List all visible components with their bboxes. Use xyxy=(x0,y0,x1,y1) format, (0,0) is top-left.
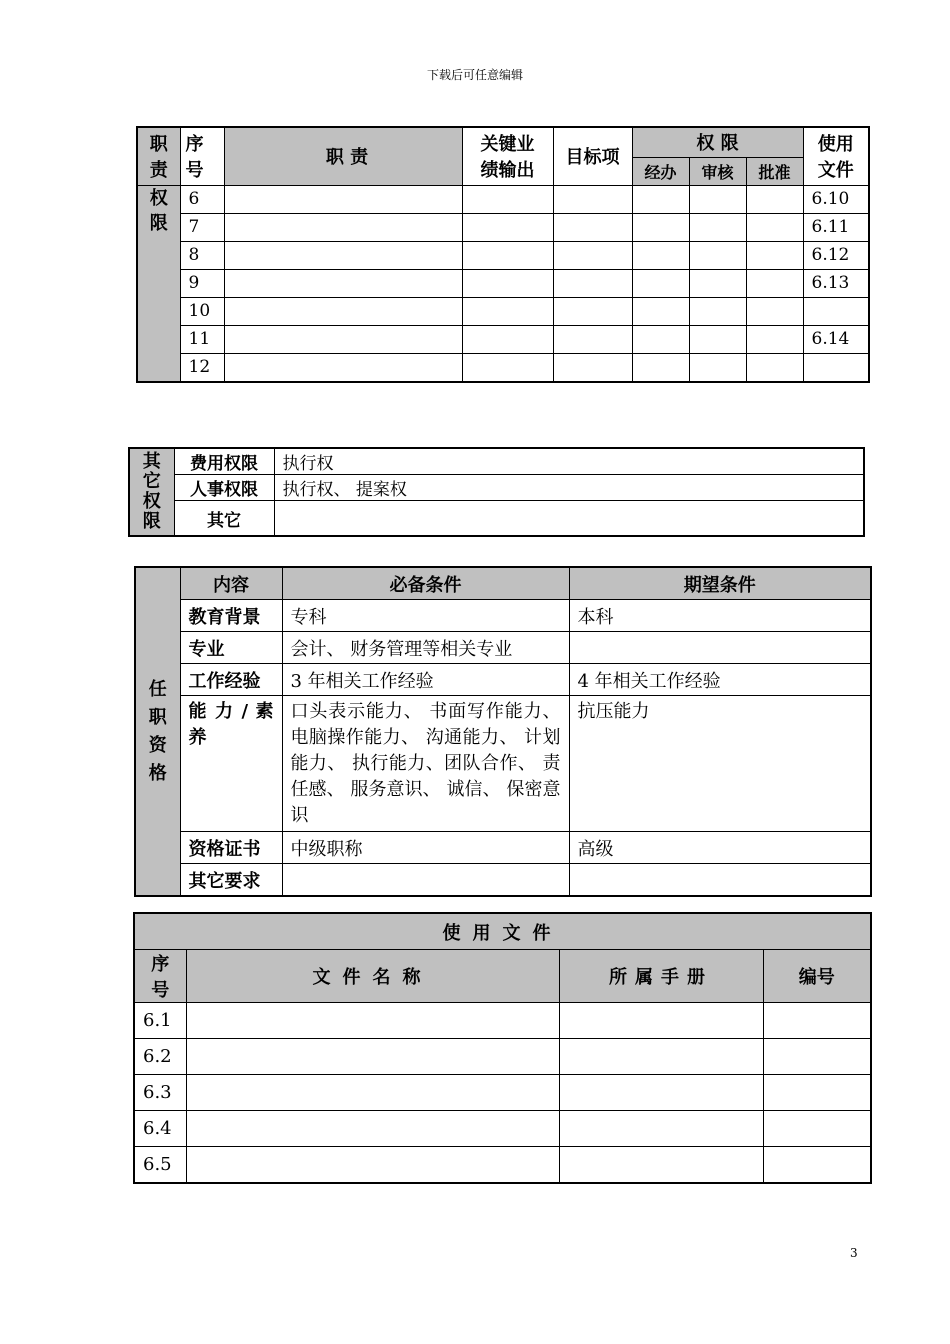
kpi-cell xyxy=(462,325,553,353)
doc-seq: 6.2 xyxy=(134,1039,186,1075)
other-auth-label: 人事权限 xyxy=(174,475,274,501)
doc-manual-header: 所属手册 xyxy=(559,950,763,1003)
row-seq: 8 xyxy=(180,241,224,269)
review-cell xyxy=(689,185,746,213)
other-auth-value: 执行权 xyxy=(274,448,864,475)
row-seq: 7 xyxy=(180,213,224,241)
qual-required xyxy=(282,864,569,897)
approve-cell xyxy=(746,241,803,269)
other-auth-value xyxy=(274,501,864,537)
review-cell xyxy=(689,269,746,297)
target-cell xyxy=(553,325,632,353)
doc-manual-cell xyxy=(559,1003,763,1039)
target-cell xyxy=(553,241,632,269)
other-authority-table xyxy=(128,447,865,537)
qual-desired: 4 年相关工作经验 xyxy=(569,664,871,696)
qual-desired: 抗压能力 xyxy=(569,696,871,832)
auth-approve-header: 批准 xyxy=(746,157,803,185)
qual-required: 会计、 财务管理等相关专业 xyxy=(282,632,569,664)
doc-manual-cell xyxy=(559,1147,763,1184)
row-seq: 10 xyxy=(180,297,224,325)
qual-desired: 高级 xyxy=(569,832,871,864)
approve-cell xyxy=(746,269,803,297)
handle-cell xyxy=(632,241,689,269)
kpi-header: 关键业绩输出 xyxy=(462,127,553,185)
review-cell xyxy=(689,241,746,269)
doc-code-header: 编号 xyxy=(763,950,871,1003)
doc-seq: 6.4 xyxy=(134,1111,186,1147)
row-doc: 6.10 xyxy=(803,185,869,213)
duty-cell xyxy=(224,185,462,213)
row-doc: 6.12 xyxy=(803,241,869,269)
category-header: 职责 xyxy=(137,127,180,185)
row-doc xyxy=(803,353,869,382)
qual-desired xyxy=(569,864,871,897)
handle-cell xyxy=(632,325,689,353)
approve-cell xyxy=(746,185,803,213)
doc-seq: 6.1 xyxy=(134,1003,186,1039)
qual-desired xyxy=(569,632,871,664)
doc-seq-header: 序号 xyxy=(134,950,186,1003)
doc-code-cell xyxy=(763,1147,871,1184)
doc-code-cell xyxy=(763,1111,871,1147)
handle-cell xyxy=(632,213,689,241)
approve-cell xyxy=(746,213,803,241)
doc-name-cell xyxy=(186,1039,559,1075)
doc-name-header: 文件名称 xyxy=(186,950,559,1003)
row-doc: 6.14 xyxy=(803,325,869,353)
target-cell xyxy=(553,185,632,213)
desired-header: 期望条件 xyxy=(569,567,871,600)
doc-manual-cell xyxy=(559,1039,763,1075)
other-auth-value: 执行权、 提案权 xyxy=(274,475,864,501)
qual-item: 专业 xyxy=(180,632,282,664)
doc-seq: 6.5 xyxy=(134,1147,186,1184)
review-cell xyxy=(689,213,746,241)
row-doc: 6.11 xyxy=(803,213,869,241)
docs-header: 使用文件 xyxy=(803,127,869,185)
kpi-cell xyxy=(462,241,553,269)
other-auth-label: 其它 xyxy=(174,501,274,537)
target-cell xyxy=(553,297,632,325)
target-header: 目标项 xyxy=(553,127,632,185)
row-doc: 6.13 xyxy=(803,269,869,297)
authority-side-label: 权限 xyxy=(137,185,180,382)
documents-title: 使用文件 xyxy=(134,913,871,950)
qualifications-table xyxy=(134,566,872,897)
content-header: 内容 xyxy=(180,567,282,600)
duty-cell xyxy=(224,269,462,297)
kpi-cell xyxy=(462,185,553,213)
approve-cell xyxy=(746,297,803,325)
target-cell xyxy=(553,353,632,382)
row-seq: 6 xyxy=(180,185,224,213)
doc-name-cell xyxy=(186,1147,559,1184)
qual-required: 中级职称 xyxy=(282,832,569,864)
doc-name-cell xyxy=(186,1111,559,1147)
header-note: 下载后可任意编辑 xyxy=(426,68,523,82)
duty-header: 职 责 xyxy=(224,127,462,185)
kpi-cell xyxy=(462,353,553,382)
duty-cell xyxy=(224,213,462,241)
approve-cell xyxy=(746,325,803,353)
qualifications-side-label: 任职资格 xyxy=(135,567,180,896)
qual-item: 其它要求 xyxy=(180,864,282,897)
duty-cell xyxy=(224,241,462,269)
duty-cell xyxy=(224,297,462,325)
handle-cell xyxy=(632,297,689,325)
authority-header: 权 限 xyxy=(632,127,803,157)
kpi-cell xyxy=(462,213,553,241)
row-doc xyxy=(803,297,869,325)
kpi-cell xyxy=(462,269,553,297)
handle-cell xyxy=(632,185,689,213)
target-cell xyxy=(553,213,632,241)
review-cell xyxy=(689,325,746,353)
qual-desired: 本科 xyxy=(569,600,871,632)
doc-manual-cell xyxy=(559,1075,763,1111)
doc-name-cell xyxy=(186,1075,559,1111)
doc-seq: 6.3 xyxy=(134,1075,186,1111)
approve-cell xyxy=(746,353,803,382)
doc-name-cell xyxy=(186,1003,559,1039)
doc-code-cell xyxy=(763,1039,871,1075)
handle-cell xyxy=(632,353,689,382)
row-seq: 12 xyxy=(180,353,224,382)
duty-cell xyxy=(224,353,462,382)
qual-item: 工作经验 xyxy=(180,664,282,696)
target-cell xyxy=(553,269,632,297)
review-cell xyxy=(689,353,746,382)
qual-required: 专科 xyxy=(282,600,569,632)
seq-header: 序号 xyxy=(180,127,224,185)
other-authority-side-label: 其它权限 xyxy=(129,448,174,536)
row-seq: 9 xyxy=(180,269,224,297)
doc-code-cell xyxy=(763,1075,871,1111)
duty-cell xyxy=(224,325,462,353)
kpi-cell xyxy=(462,297,553,325)
page-number: 3 xyxy=(850,1246,858,1260)
qual-required: 口头表示能力、 书面写作能力、 电脑操作能力、 沟通能力、 计划能力、 执行能力、团队合作、 责任感、 服务意识、 诚信、 保密意识 xyxy=(282,696,569,832)
other-auth-label: 费用权限 xyxy=(174,448,274,475)
duties-table xyxy=(136,126,870,383)
auth-handle-header: 经办 xyxy=(632,157,689,185)
doc-code-cell xyxy=(763,1003,871,1039)
handle-cell xyxy=(632,269,689,297)
auth-review-header: 审核 xyxy=(689,157,746,185)
qual-item: 资格证书 xyxy=(180,832,282,864)
qual-required: 3 年相关工作经验 xyxy=(282,664,569,696)
qual-item: 能 力 / 素 养 xyxy=(180,696,282,832)
required-header: 必备条件 xyxy=(282,567,569,600)
documents-table xyxy=(133,912,872,1184)
row-seq: 11 xyxy=(180,325,224,353)
qual-item: 教育背景 xyxy=(180,600,282,632)
review-cell xyxy=(689,297,746,325)
doc-manual-cell xyxy=(559,1111,763,1147)
